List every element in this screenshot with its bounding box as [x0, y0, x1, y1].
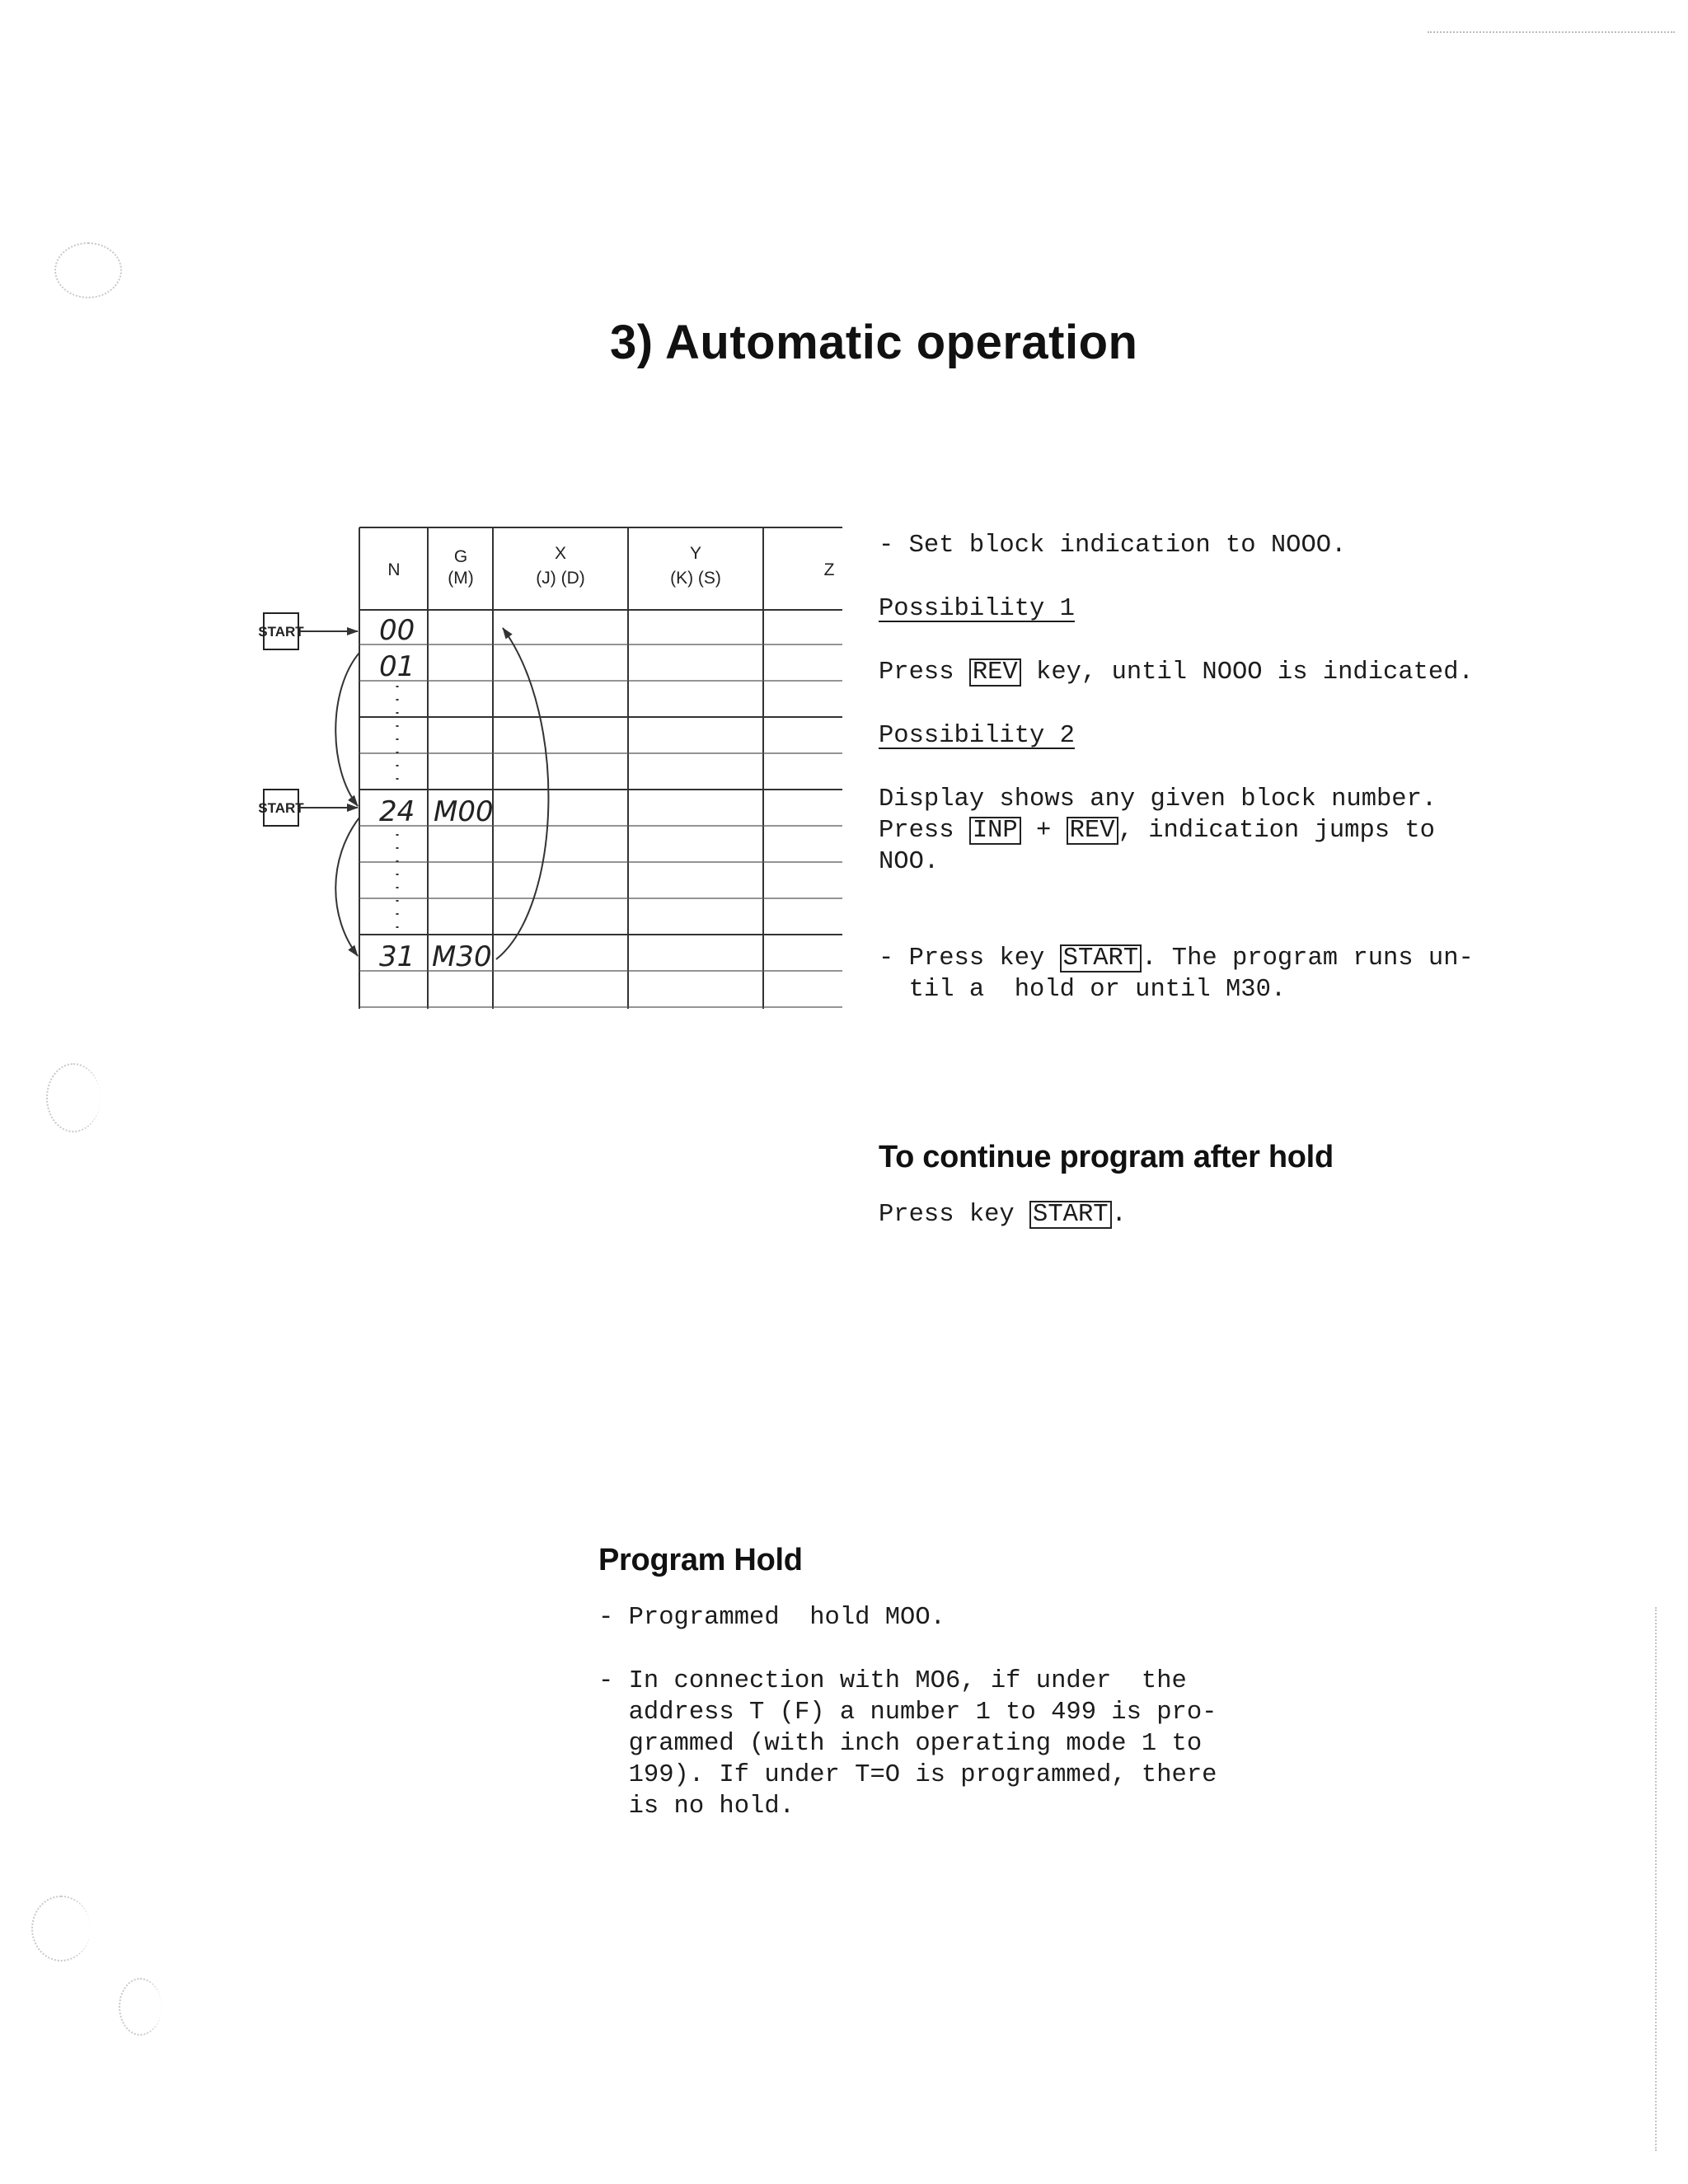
- possibility-1-heading: Possibility 1: [879, 595, 1075, 623]
- p2-press-text: Press: [879, 817, 969, 845]
- page-title: 3) Automatic operation: [610, 316, 1138, 369]
- p2-plus-text: +: [1020, 817, 1067, 845]
- instruction-set-block: - Set block indication to NOOO.: [879, 532, 1347, 560]
- scan-dotted-line: [1428, 31, 1675, 33]
- possibility-1-text: [879, 657, 1474, 689]
- start-key: START: [1060, 944, 1142, 972]
- punch-hole-mark: [54, 242, 122, 298]
- flow-arrow: [335, 818, 359, 956]
- column-header-y-sub: (K) (S): [670, 569, 721, 588]
- row-n-01: 01: [379, 650, 415, 683]
- punch-hole-mark: [46, 1063, 101, 1132]
- run-suffix-text: . The program runs un-: [1142, 944, 1474, 972]
- row-g-24: M00: [434, 795, 494, 828]
- row-g-31: M30: [432, 940, 492, 973]
- program-table-diagram: [256, 521, 849, 1015]
- continue-end-text: .: [1111, 1201, 1127, 1229]
- punch-hole-mark: [119, 1978, 162, 2036]
- row-n-00: 00: [379, 614, 415, 647]
- hold-item-2-line-2: address T (F) a number 1 to 499 is pro-: [598, 1699, 1217, 1727]
- start-key-icon: [258, 790, 304, 826]
- start-key: START: [1029, 1201, 1112, 1229]
- hold-item-2-line-5: is no hold.: [598, 1793, 795, 1821]
- flow-arrow: [335, 653, 359, 806]
- continue-text: [879, 1199, 1127, 1231]
- row-n-31: 31: [379, 940, 415, 973]
- start-key-label: START: [258, 624, 304, 640]
- return-arrow: [496, 628, 548, 959]
- column-header-z: Z: [823, 560, 835, 579]
- row-n-24: 24: [379, 795, 415, 828]
- possibility-2-line-1: Display shows any given block number.: [879, 785, 1437, 813]
- start-key-icon: [258, 613, 304, 649]
- inp-key: INP: [969, 817, 1021, 845]
- column-header-x: X: [554, 544, 567, 563]
- scan-dotted-edge: [1655, 1607, 1657, 2151]
- possibility-2-line-3: NOO.: [879, 848, 940, 876]
- column-header-n: N: [387, 560, 401, 579]
- column-header-g-sub: (M): [448, 569, 474, 588]
- p1-rest-text: key, until NOOO is indicated.: [1020, 658, 1474, 687]
- run-program-line-2: til a hold or until M30.: [879, 976, 1287, 1004]
- program-hold-heading: Program Hold: [598, 1543, 803, 1577]
- hold-item-2-line-4: 199). If under T=O is programmed, there: [598, 1761, 1217, 1789]
- column-header-x-sub: (J) (D): [536, 569, 585, 588]
- continue-press-text: Press key: [879, 1201, 1030, 1229]
- run-prefix-text: - Press key: [879, 944, 1060, 972]
- rev-key: REV: [1067, 817, 1118, 845]
- possibility-2-line-2: [879, 815, 1435, 847]
- hold-item-2-line-1: - In connection with MO6, if under the: [598, 1667, 1187, 1695]
- column-header-y: Y: [689, 544, 702, 563]
- hold-item-1: - Programmed hold MOO.: [598, 1604, 945, 1632]
- rev-key: REV: [969, 658, 1021, 687]
- possibility-2-heading: Possibility 2: [879, 722, 1075, 750]
- column-header-g: G: [453, 547, 468, 566]
- punch-hole-mark: [31, 1896, 91, 1961]
- p2-rest-text: , indication jumps to: [1118, 817, 1435, 845]
- hold-item-2-line-3: grammed (with inch operating mode 1 to: [598, 1730, 1203, 1758]
- start-key-label: START: [258, 800, 304, 816]
- p1-press-text: Press: [879, 658, 954, 687]
- run-program-line-1: [879, 943, 1474, 975]
- continue-heading: To continue program after hold: [879, 1140, 1334, 1174]
